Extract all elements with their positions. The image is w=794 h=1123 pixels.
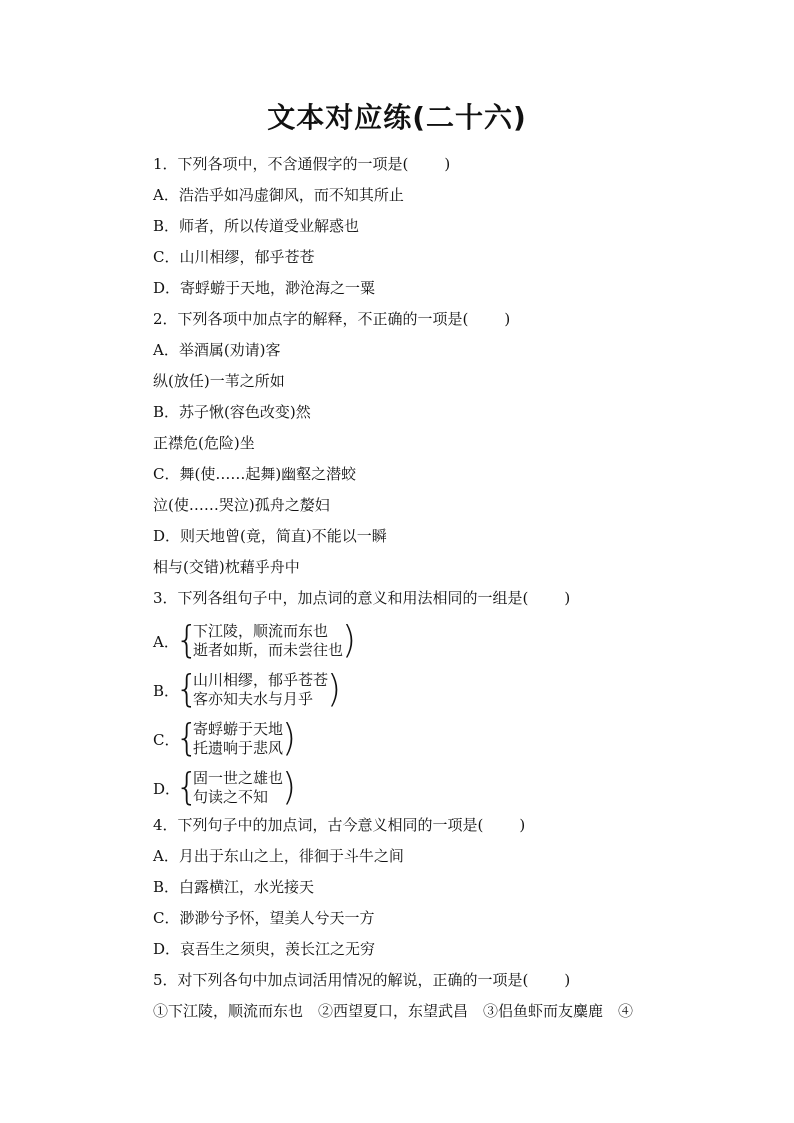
left-brace-icon: { (175, 618, 199, 662)
question-4-option-c: C．渺渺兮予怀，望美人兮天一方 (153, 909, 375, 927)
question-4-option-d: D．哀吾生之须臾，羡长江之无穷 (153, 940, 376, 958)
question-list (153, 152, 713, 1030)
question-1-option-a: A．浩浩乎如冯虚御风，而不知其所止 (153, 186, 404, 204)
right-paren-icon: ) (282, 716, 297, 760)
page-title: 文本对应练(二十六) (267, 101, 527, 134)
brace-group (175, 765, 297, 809)
brace-group (175, 618, 357, 662)
question-5-stem: 5．对下列各句中加点词活用情况的解说，正确的一项是( ) (153, 971, 571, 989)
question-4-option-b: B．白露横江，水光接天 (153, 878, 315, 896)
sentence-2: 逝者如斯，而未尝往也 (193, 641, 344, 659)
question-2-line: 泣(使……哭泣)孤舟之嫠妇 (153, 496, 330, 514)
question-2-line: A．举酒属(劝请)客 (153, 341, 281, 359)
right-paren-icon: ) (282, 765, 297, 809)
sentence-1: 固一世之雄也 (193, 769, 284, 787)
brace-group (175, 716, 297, 760)
question-4-stem: 4．下列句子中的加点词，古今意义相同的一项是( ) (153, 816, 526, 834)
question-1-option-d: D．寄蜉蝣于天地，渺沧海之一粟 (153, 279, 376, 297)
sentence-1: 寄蜉蝣于天地 (193, 720, 284, 738)
question-2-stem: 2．下列各项中加点字的解释，不正确的一项是( ) (153, 310, 511, 328)
brace-group (175, 667, 342, 711)
question-3-option-c: C． { 寄蜉蝣于天地 托遗响于悲风 ) (153, 716, 297, 760)
left-brace-icon: { (175, 716, 199, 760)
question-1-stem: 1．下列各项中，不含通假字的一项是( ) (153, 155, 451, 173)
right-paren-icon: ) (342, 618, 357, 662)
sentence-2: 句读之不知 (193, 788, 269, 806)
question-2-line: B．苏子愀(容色改变)然 (153, 403, 311, 421)
question-2-line: C．舞(使……起舞)幽壑之潜蛟 (153, 465, 357, 483)
question-2-line: 纵(放任)一苇之所如 (153, 372, 285, 390)
question-3-option-d: D． { 固一世之雄也 句读之不知 ) (153, 765, 297, 809)
right-paren-icon: ) (327, 667, 342, 711)
sentence-1: 山川相缪，郁乎苍苍 (193, 671, 329, 689)
sentence-2: 托遗响于悲风 (193, 739, 284, 757)
question-1-option-c: C．山川相缪，郁乎苍苍 (153, 248, 315, 266)
question-2-line: 正襟危(危险)坐 (153, 434, 255, 452)
question-2-line: 相与(交错)枕藉乎舟中 (153, 558, 300, 576)
question-4-option-a: A．月出于东山之上，徘徊于斗牛之间 (153, 847, 404, 865)
left-brace-icon: { (175, 765, 199, 809)
sentence-1: 下江陵，顺流而东也 (193, 622, 329, 640)
question-5-sentences: ①下江陵，顺流而东也 ②西望夏口，东望武昌 ③侣鱼虾而友麋鹿 ④ (153, 1002, 634, 1020)
question-1-option-b: B．师者，所以传道受业解惑也 (153, 217, 360, 235)
question-3-option-a: A． { 下江陵，顺流而东也 逝者如斯，而未尝往也 ) (153, 618, 357, 662)
question-3-option-b: B． { 山川相缪，郁乎苍苍 客亦知夫水与月乎 ) (153, 667, 342, 711)
question-3-stem: 3．下列各组句子中，加点词的意义和用法相同的一组是( ) (153, 589, 571, 607)
sentence-2: 客亦知夫水与月乎 (193, 690, 314, 708)
question-2-line: D．则天地曾(竟，简直)不能以一瞬 (153, 527, 387, 545)
left-brace-icon: { (175, 667, 199, 711)
